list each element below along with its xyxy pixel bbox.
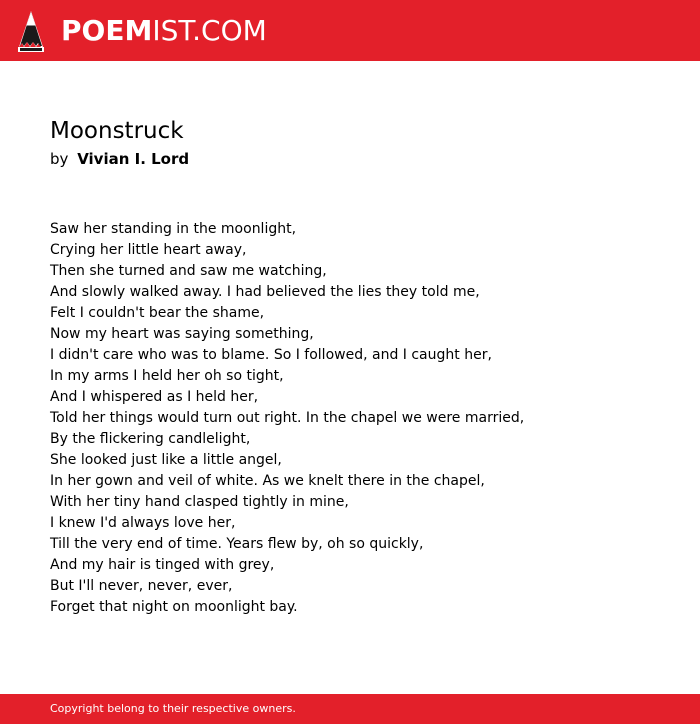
logo-wordmark-light: IST.COM [152, 14, 267, 47]
poem-line: And my hair is tinged with grey, [50, 557, 275, 573]
pencil-tip-icon [18, 10, 44, 52]
poem-title: Moonstruck [50, 118, 184, 144]
poem-line: I didn't care who was to blame. So I followed, and I caught her, [50, 347, 492, 363]
poem-body [50, 219, 670, 618]
poem-line: She looked just like a little angel, [50, 452, 282, 468]
author-name[interactable]: Vivian I. Lord [77, 150, 190, 168]
poem-line: In her gown and veil of white. As we knelt there in the chapel, [50, 473, 485, 489]
poem-line: Then she turned and saw me watching, [50, 263, 327, 279]
poem-line: With her tiny hand clasped tightly in mine, [50, 494, 349, 510]
poem-line: Now my heart was saying something, [50, 326, 314, 342]
poem-line: And I whispered as I held her, [50, 389, 259, 405]
by-label: by [50, 150, 69, 168]
poem-line: And slowly walked away. I had believed the lies they told me, [50, 284, 480, 300]
site-logo-link[interactable] [18, 10, 267, 52]
poem-line: By the flickering candlelight, [50, 431, 251, 447]
site-footer [0, 694, 700, 724]
poem-line: Saw her standing in the moonlight, [50, 221, 297, 237]
poem-line: Crying her little heart away, [50, 242, 247, 258]
poem-line: Till the very end of time. Years flew by, oh so quickly, [50, 536, 424, 552]
poem-line: In my arms I held her oh so tight, [50, 368, 284, 384]
poem-line: But I'll never, never, ever, [50, 578, 233, 594]
copyright-notice: Copyright belong to their respective owners. [50, 702, 296, 715]
poem-line: Felt I couldn't bear the shame, [50, 305, 265, 321]
site-header [0, 0, 700, 61]
poem-byline [50, 148, 189, 170]
site-logo-wordmark [61, 10, 267, 52]
poem-line: Told her things would turn out right. In the chapel we were married, [50, 410, 525, 426]
poem-line: Forget that night on moonlight bay. [50, 599, 298, 615]
poem-line: I knew I'd always love her, [50, 515, 236, 531]
logo-wordmark-bold: POEM [61, 14, 153, 47]
